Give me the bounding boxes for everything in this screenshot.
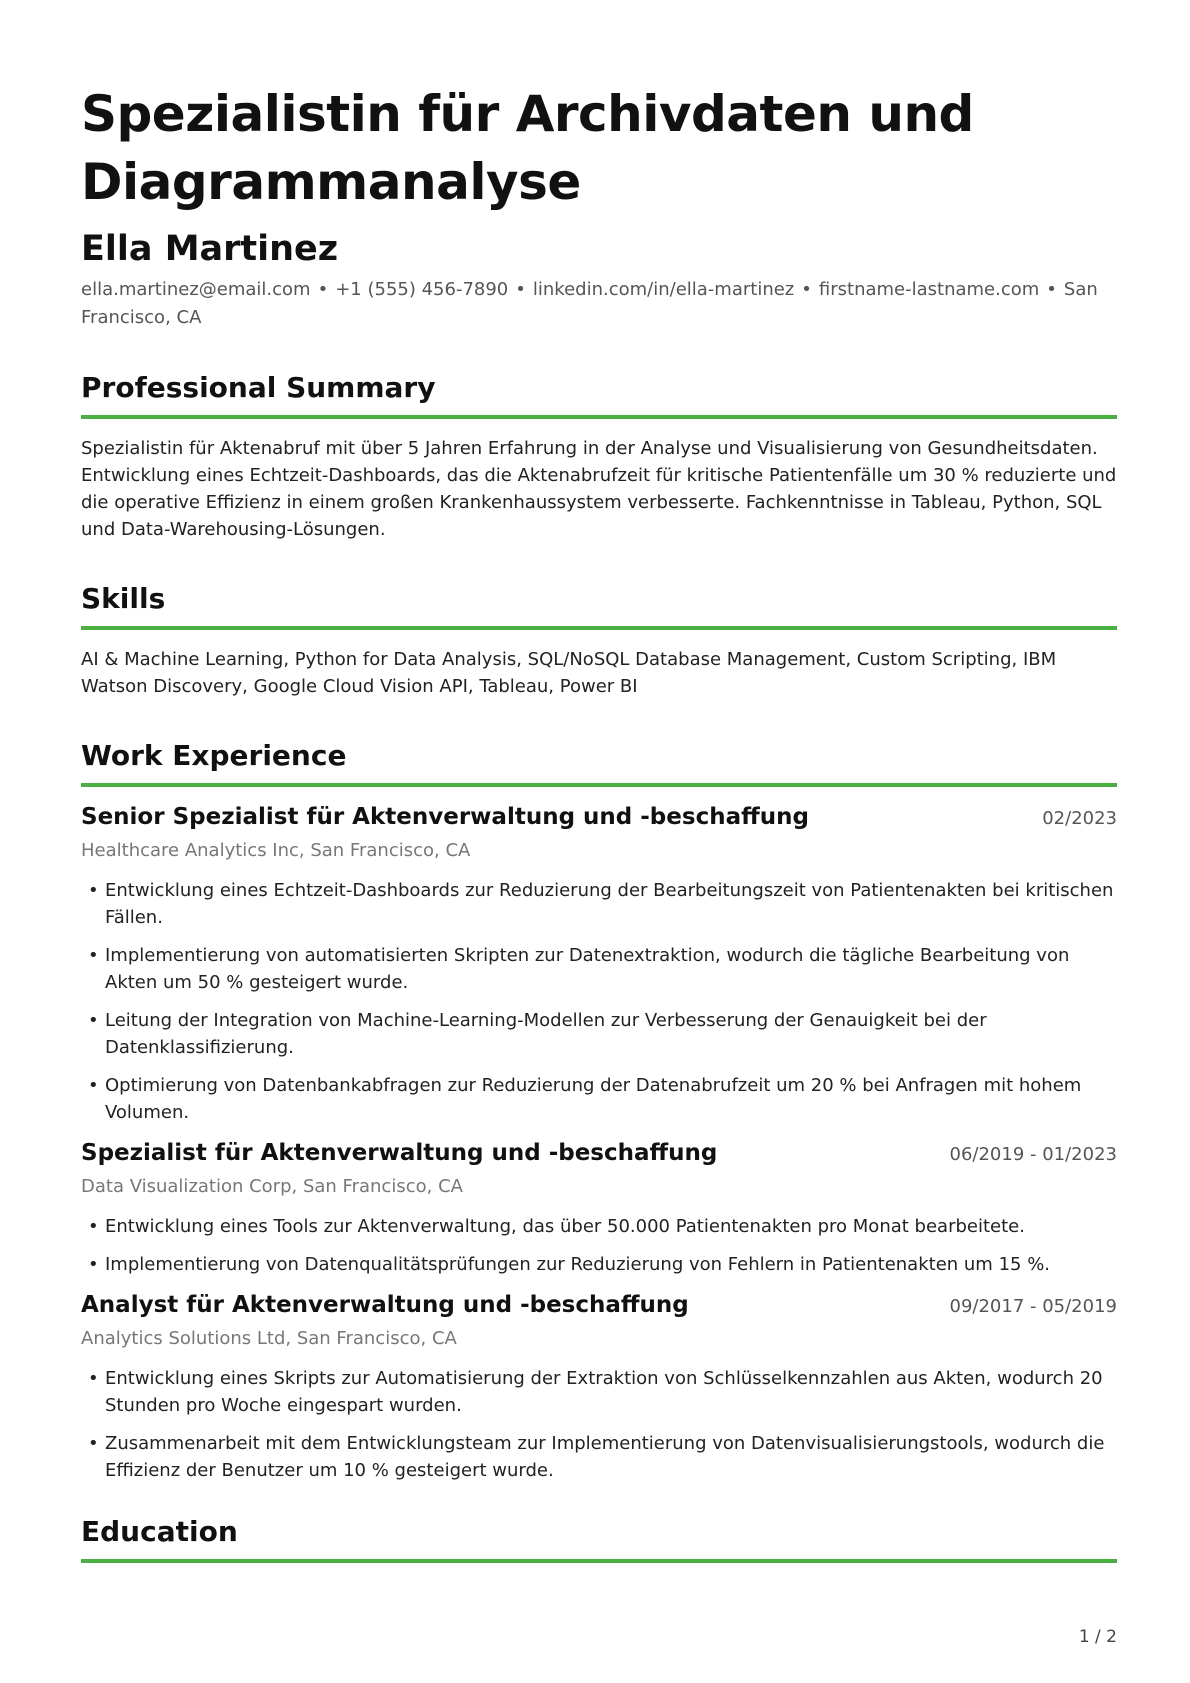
candidate-name: Ella Martinez (81, 229, 339, 269)
job-header (81, 1289, 1117, 1321)
bullet-icon: • (88, 1254, 99, 1275)
skills-text: AI & Machine Learning, Python for Data Analysis, SQL/NoSQL Database Management, Custom Scripting, IBM Watson Discovery, Google Cloud Vision API, Tableau, Power BI (81, 649, 1057, 697)
job-date: 06/2019 - 01/2023 (949, 1144, 1117, 1165)
bullet-icon: • (88, 1075, 99, 1096)
bullet-text: Implementierung von automatisierten Skripten zur Datenextraktion, wodurch die tägliche Bearbeitung von Akten um 50 % gesteigert wurde. (105, 945, 1070, 993)
bullet-text: Entwicklung eines Skripts zur Automatisierung der Extraktion von Schlüsselkennzahlen aus Akten, wodurch 20 Stunden pro Woche eingespart wurden. (105, 1368, 1103, 1416)
bullet-icon: • (88, 1433, 99, 1454)
contact-email[interactable]: ella.martinez@email.com (81, 279, 311, 300)
summary-text: Spezialistin für Aktenabruf mit über 5 Jahren Erfahrung in der Analyse und Visualisierung von Gesundheitsdaten. Entwicklung eines Echtzeit-Dashboards, das die Aktenabrufzeit für kritische Patientenfälle um 30 % reduzierte und die operative Effizienz in einem großen Krankenhaussystem verbesserte. Fachkenntnisse in Tableau, Python, SQL und Data-Warehousing-Lösungen. (81, 438, 1117, 540)
bullet-text: Optimierung von Datenbankabfragen zur Reduzierung der Datenabrufzeit um 20 % bei Anfragen mit hohem Volumen. (105, 1075, 1082, 1123)
job-title: Spezialist für Aktenverwaltung und -beschaffung (81, 1140, 718, 1166)
skills-section (81, 581, 1117, 630)
list-item (81, 1213, 1117, 1240)
education-section (81, 1514, 1117, 1563)
contact-line (81, 276, 1117, 332)
resume-page (81, 80, 1117, 1563)
job-date: 09/2017 - 05/2019 (949, 1296, 1117, 1317)
list-item (81, 877, 1117, 931)
contact-website[interactable]: firstname-lastname.com (818, 279, 1040, 300)
bullet-text: Zusammenarbeit mit dem Entwicklungsteam zur Implementierung von Datenvisualisierungstools, wodurch die Effizienz der Benutzer um 10 % gesteigert wurde. (105, 1433, 1105, 1481)
summary-section (81, 370, 1117, 419)
experience-section (81, 738, 1117, 787)
section-divider (81, 783, 1117, 787)
job-company: Analytics Solutions Ltd, San Francisco, CA (81, 1328, 457, 1349)
job-company: Healthcare Analytics Inc, San Francisco, CA (81, 840, 471, 861)
bullet-text: Entwicklung eines Echtzeit-Dashboards zur Reduzierung der Bearbeitungszeit von Patientenakten bei kritischen Fällen. (105, 880, 1114, 928)
contact-phone[interactable]: +1 (555) 456-7890 (335, 279, 509, 300)
bullet-text: Implementierung von Datenqualitätsprüfungen zur Reduzierung von Fehlern in Patientenakten um 15 %. (105, 1254, 1051, 1275)
bullet-icon: • (88, 880, 99, 901)
list-item (81, 1007, 1117, 1061)
contact-separator: • (801, 279, 812, 300)
job-entry (81, 801, 1117, 1126)
page-number: 1 / 2 (1078, 1627, 1117, 1647)
contact-location: San Francisco, CA (81, 279, 1098, 328)
job-bullets (81, 1213, 1117, 1278)
bullet-icon: • (88, 1368, 99, 1389)
section-divider (81, 1559, 1117, 1563)
job-title: Analyst für Aktenverwaltung und -beschaffung (81, 1292, 689, 1318)
job-bullets (81, 877, 1117, 1126)
bullet-icon: • (88, 1010, 99, 1031)
contact-separator: • (1046, 279, 1057, 300)
experience-heading: Work Experience (81, 739, 347, 772)
section-divider (81, 626, 1117, 630)
bullet-icon: • (88, 1216, 99, 1237)
contact-separator: • (515, 279, 526, 300)
job-header (81, 801, 1117, 833)
contact-separator: • (317, 279, 329, 300)
job-entry (81, 1137, 1117, 1278)
bullet-text: Entwicklung eines Tools zur Aktenverwaltung, das über 50.000 Patientenakten pro Monat bearbeitete. (105, 1216, 1025, 1237)
contact-linkedin[interactable]: linkedin.com/in/ella-martinez (532, 279, 795, 300)
section-divider (81, 415, 1117, 419)
resume-title: Spezialistin für Archivdaten und Diagrammanalyse (81, 85, 974, 211)
list-item (81, 1430, 1117, 1484)
list-item (81, 1251, 1117, 1278)
job-title: Senior Spezialist für Aktenverwaltung und -beschaffung (81, 804, 809, 830)
job-header (81, 1137, 1117, 1169)
job-entry (81, 1289, 1117, 1484)
list-item (81, 1365, 1117, 1419)
list-item (81, 1072, 1117, 1126)
job-date: 02/2023 (1042, 808, 1117, 829)
bullet-text: Leitung der Integration von Machine-Learning-Modellen zur Verbesserung der Genauigkeit bei der Datenklassifizierung. (105, 1010, 987, 1058)
job-bullets (81, 1365, 1117, 1484)
job-company: Data Visualization Corp, San Francisco, CA (81, 1176, 463, 1197)
skills-heading: Skills (81, 582, 166, 615)
education-heading: Education (81, 1515, 238, 1548)
list-item (81, 942, 1117, 996)
bullet-icon: • (88, 945, 99, 966)
summary-heading: Professional Summary (81, 371, 436, 404)
